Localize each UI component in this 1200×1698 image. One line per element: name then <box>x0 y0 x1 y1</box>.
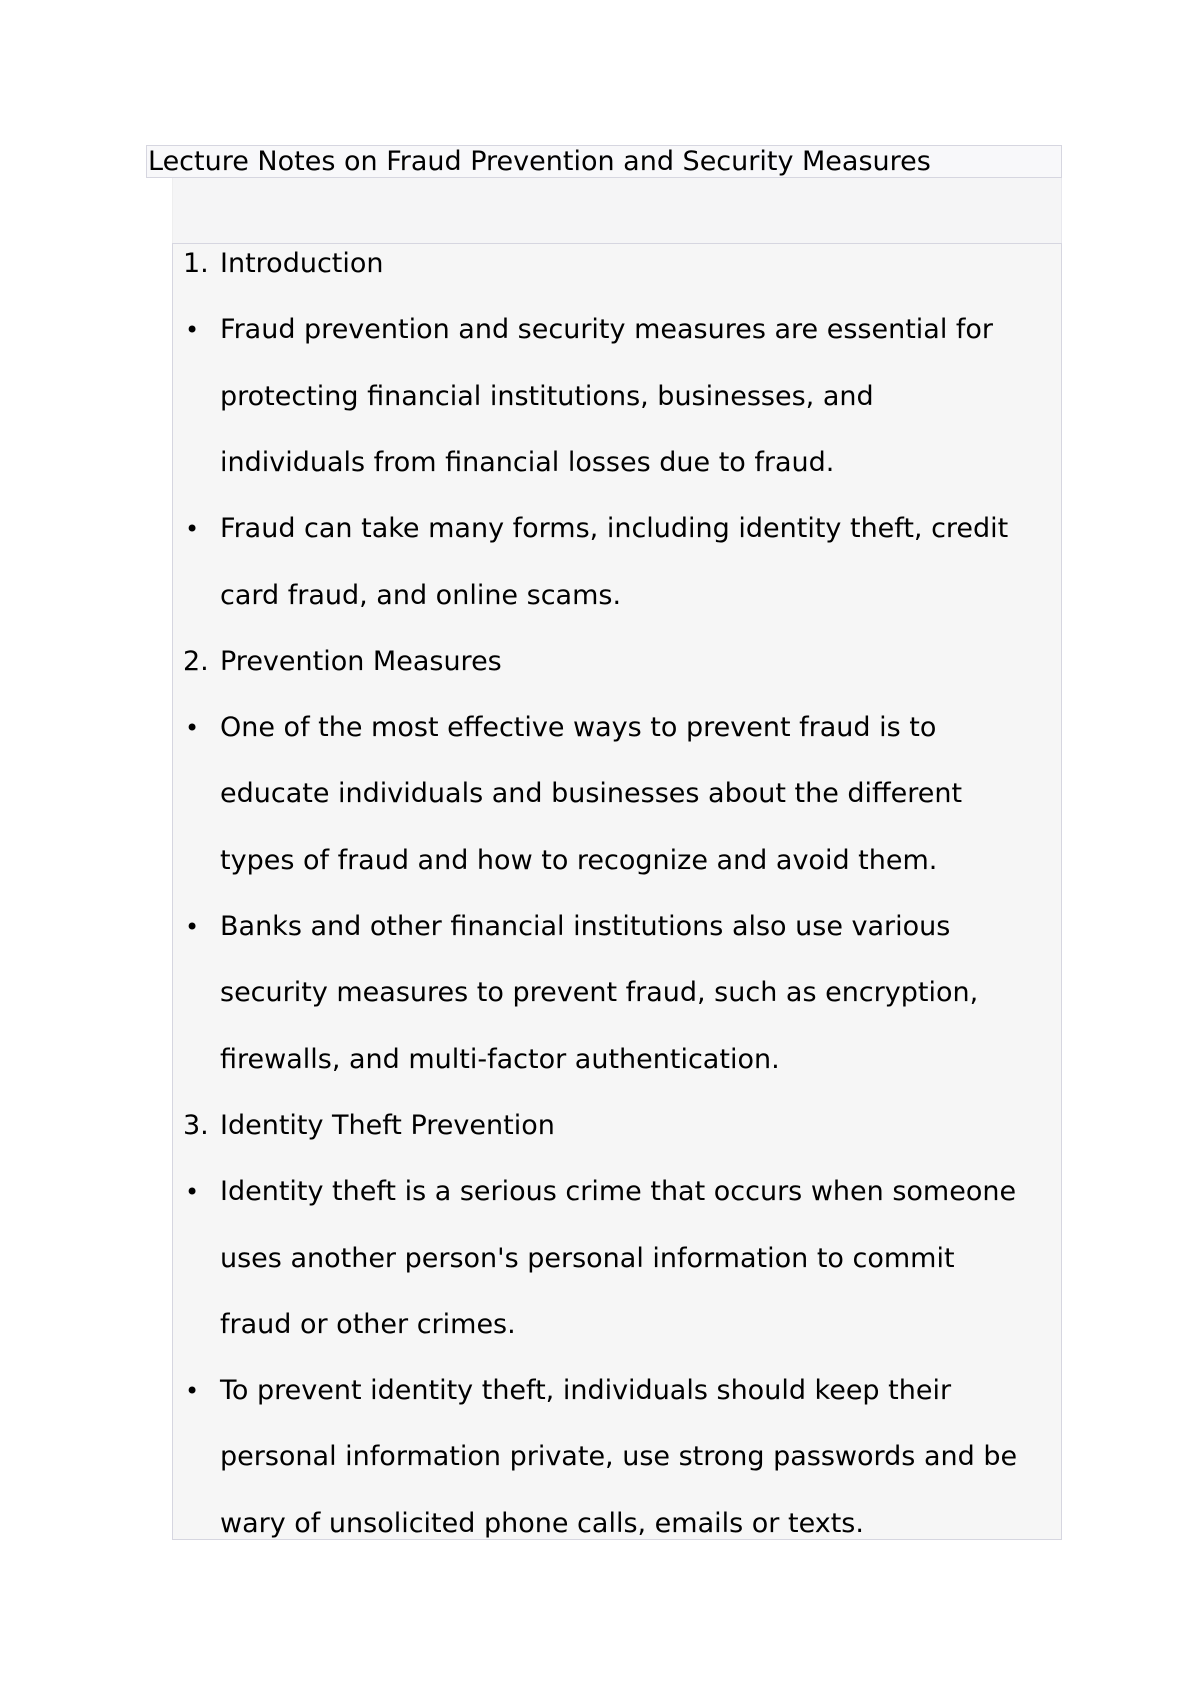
bullet-icon: • <box>185 913 200 941</box>
section-number: 1. <box>183 248 209 279</box>
bullet-icon: • <box>185 714 200 743</box>
line-text: To prevent identity theft, individuals should keep their <box>220 1375 952 1407</box>
bullet-icon: • <box>185 515 200 544</box>
line-text: Prevention Measures <box>220 645 502 677</box>
line-text: types of fraud and how to recognize and avoid them. <box>220 844 938 876</box>
line-text: Identity Theft Prevention <box>220 1109 555 1141</box>
line-text: individuals from financial losses due to fraud. <box>220 446 835 478</box>
line-text: Fraud can take many forms, including identity theft, credit <box>220 513 1009 545</box>
header-spacer <box>172 178 1062 244</box>
line-text: firewalls, and multi-factor authentication. <box>220 1043 780 1075</box>
line-text: Identity theft is a serious crime that occurs when someone <box>220 1176 1017 1208</box>
line-text: Banks and other financial institutions also use various <box>220 911 951 942</box>
line-text: educate individuals and businesses about the different <box>220 778 963 810</box>
line-text: card fraud, and online scams. <box>220 579 622 611</box>
bullet-icon: • <box>185 316 200 345</box>
section-number: 3. <box>183 1109 209 1141</box>
bullet-icon: • <box>185 1377 200 1406</box>
line-text: Introduction <box>220 248 384 279</box>
line-text: Fraud prevention and security measures are essential for <box>220 314 994 346</box>
notes-content <box>172 243 1062 1540</box>
document-title: Lecture Notes on Fraud Prevention and Security Measures <box>146 145 1062 178</box>
section-number: 2. <box>183 645 209 677</box>
line-text: uses another person's personal information to commit <box>220 1242 955 1274</box>
line-text: protecting financial institutions, businesses, and <box>220 380 874 412</box>
line-text: personal information private, use strong passwords and be <box>220 1441 1018 1473</box>
line-text: security measures to prevent fraud, such as encryption, <box>220 977 979 1009</box>
line-text: One of the most effective ways to prevent fraud is to <box>220 712 937 744</box>
line-text: fraud or other crimes. <box>220 1308 516 1340</box>
line-text: wary of unsolicited phone calls, emails or texts. <box>220 1507 864 1539</box>
bullet-icon: • <box>185 1178 200 1207</box>
